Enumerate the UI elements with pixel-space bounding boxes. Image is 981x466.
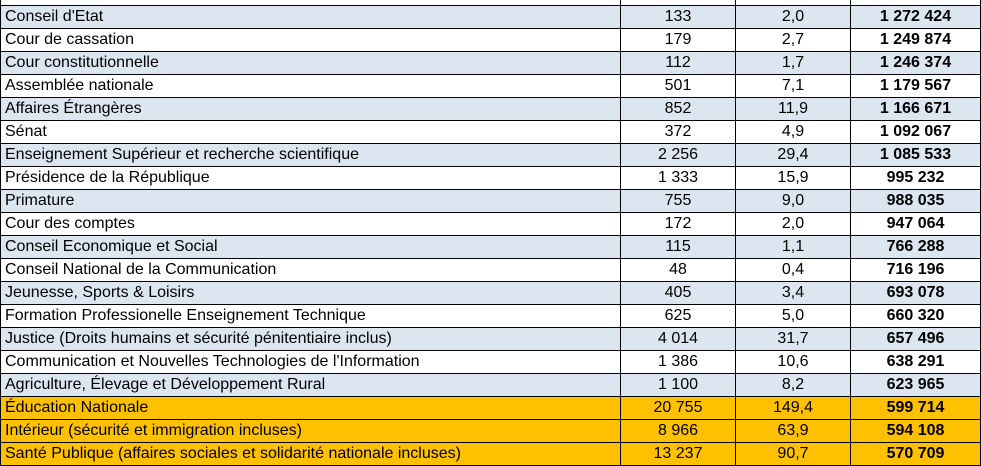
cell-value-col4: 638 291: [851, 351, 981, 374]
table-row: [1, 167, 981, 190]
cell-value-col3: 29,4: [736, 144, 851, 167]
cell-value-col4: 660 320: [851, 305, 981, 328]
cell-value-col4: 988 035: [851, 190, 981, 213]
cell-value-col3: 4,9: [736, 121, 851, 144]
table-row: [1, 75, 981, 98]
table-row: [1, 52, 981, 75]
cell-value-col3: 0,4: [736, 259, 851, 282]
cell-value-col2: 852: [621, 98, 736, 121]
cell-label: Cour des comptes: [1, 213, 621, 236]
cell-value-col2: 372: [621, 121, 736, 144]
cell-value-col3: 15,9: [736, 167, 851, 190]
cell-value-col2: 1 386: [621, 351, 736, 374]
table-row: [1, 6, 981, 29]
cell-value-col3: 2,0: [736, 213, 851, 236]
cell-value-col4: 570 709: [851, 443, 981, 466]
cell-value-col2: 2 256: [621, 144, 736, 167]
cell-value-col4: 716 196: [851, 259, 981, 282]
cell-label: Communication et Nouvelles Technologies de l'Information: [1, 351, 621, 374]
cell-value-col4: 1 179 567: [851, 75, 981, 98]
cell-value-col4: 1 272 424: [851, 6, 981, 29]
cell-value-col3: 8,2: [736, 374, 851, 397]
cell-value-col2: 20 755: [621, 397, 736, 420]
cell-value-col3: 1,1: [736, 236, 851, 259]
cell-value-col2: 115: [621, 236, 736, 259]
cell-value-col4: 1 166 671: [851, 98, 981, 121]
cell-value-col3: 2,7: [736, 29, 851, 52]
cell-label: Formation Professionelle Enseignement Technique: [1, 305, 621, 328]
cell-value-col3: 1,7: [736, 52, 851, 75]
cell-value-col2: 179: [621, 29, 736, 52]
table-row: [1, 121, 981, 144]
cell-value-col3: 63,9: [736, 420, 851, 443]
cell-value-col2: 172: [621, 213, 736, 236]
table-row: [1, 190, 981, 213]
cell-value-col4: 599 714: [851, 397, 981, 420]
table-row: [1, 443, 981, 466]
cell-value-col4: 594 108: [851, 420, 981, 443]
cell-label: Conseil Economique et Social: [1, 236, 621, 259]
table-row: [1, 282, 981, 305]
cell-label: Primature: [1, 190, 621, 213]
cell-label: Intérieur (sécurité et immigration incluses): [1, 420, 621, 443]
cell-value-col2: 133: [621, 6, 736, 29]
cell-value-col2: 625: [621, 305, 736, 328]
cell-label: Présidence de la République: [1, 167, 621, 190]
cell-value-col3: 3,4: [736, 282, 851, 305]
cell-value-col4: 1 249 874: [851, 29, 981, 52]
cell-value-col3: 9,0: [736, 190, 851, 213]
table-row: [1, 236, 981, 259]
cell-label: Affaires Étrangères: [1, 98, 621, 121]
cell-value-col2: 48: [621, 259, 736, 282]
cell-label: Jeunesse, Sports & Loisirs: [1, 282, 621, 305]
cell-value-col4: 1 085 533: [851, 144, 981, 167]
cell-value-col2: 8 966: [621, 420, 736, 443]
table-row: [1, 351, 981, 374]
table-row: [1, 98, 981, 121]
table-body: [1, 0, 981, 466]
cell-value-col2: 4 014: [621, 328, 736, 351]
cell-value-col2: 1 333: [621, 167, 736, 190]
table-row: [1, 397, 981, 420]
cell-value-col2: 13 237: [621, 443, 736, 466]
cell-value-col2: 112: [621, 52, 736, 75]
table-row: [1, 420, 981, 443]
cell-value-col2: 501: [621, 75, 736, 98]
cell-value-col3: 10,6: [736, 351, 851, 374]
cell-value-col4: 947 064: [851, 213, 981, 236]
cell-value-col2: 755: [621, 190, 736, 213]
cell-value-col3: 149,4: [736, 397, 851, 420]
cell-label: Éducation Nationale: [1, 397, 621, 420]
cell-value-col4: 995 232: [851, 167, 981, 190]
cell-value-col4: 657 496: [851, 328, 981, 351]
table-row: [1, 213, 981, 236]
cell-label: Justice (Droits humains et sécurité pénitentiaire inclus): [1, 328, 621, 351]
cell-label: Enseignement Supérieur et recherche scientifique: [1, 144, 621, 167]
cell-value-col2: 405: [621, 282, 736, 305]
cell-label: Assemblée nationale: [1, 75, 621, 98]
cell-value-col4: 693 078: [851, 282, 981, 305]
cell-label: Cour de cassation: [1, 29, 621, 52]
cell-label: Conseil National de la Communication: [1, 259, 621, 282]
cell-label: Agriculture, Élevage et Développement Rural: [1, 374, 621, 397]
cell-label: Cour constitutionnelle: [1, 52, 621, 75]
table-row: [1, 29, 981, 52]
cell-label: Santé Publique (affaires sociales et solidarité nationale incluses): [1, 443, 621, 466]
table-row: [1, 144, 981, 167]
cell-label: Sénat: [1, 121, 621, 144]
cell-value-col4: 1 092 067: [851, 121, 981, 144]
cell-value-col3: 5,0: [736, 305, 851, 328]
cell-label: Conseil d'Etat: [1, 6, 621, 29]
table-row: [1, 328, 981, 351]
table-row: [1, 374, 981, 397]
cell-value-col3: 7,1: [736, 75, 851, 98]
cell-value-col3: 31,7: [736, 328, 851, 351]
table-row: [1, 259, 981, 282]
cell-value-col4: 1 246 374: [851, 52, 981, 75]
cell-value-col4: 623 965: [851, 374, 981, 397]
table-row: [1, 305, 981, 328]
cell-value-col3: 2,0: [736, 6, 851, 29]
cell-value-col4: 766 288: [851, 236, 981, 259]
cell-value-col2: 1 100: [621, 374, 736, 397]
cell-value-col3: 90,7: [736, 443, 851, 466]
cell-value-col3: 11,9: [736, 98, 851, 121]
